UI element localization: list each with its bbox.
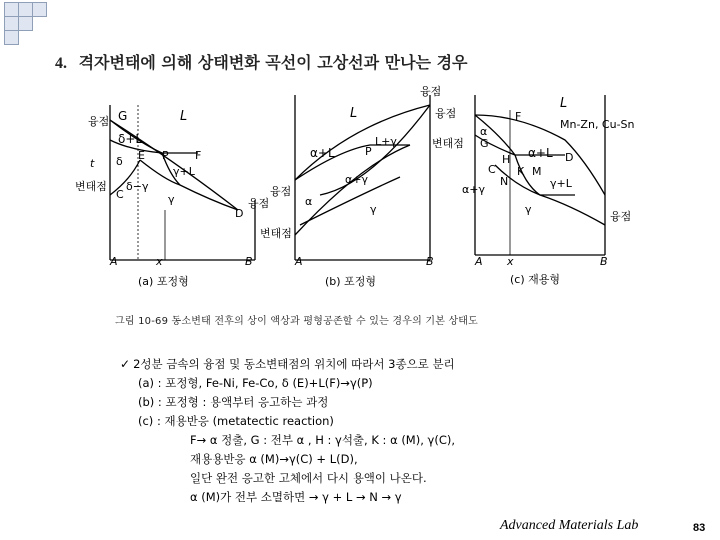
- decoration-square: [4, 16, 19, 31]
- panel-a-P: P: [162, 149, 169, 162]
- panel-b-sublabel: (b) 포정형: [325, 275, 376, 288]
- panel-c-aL: α+L: [528, 146, 553, 160]
- panel-c-sublabel: (c) 재용형: [510, 273, 561, 286]
- panel-b-g: γ: [370, 203, 377, 216]
- panel-a-sublabel: (a) 포정형: [138, 275, 189, 288]
- slide-title: [55, 50, 468, 73]
- panel-c-a: α: [480, 125, 488, 138]
- panel-b-Lg: L+γ: [375, 135, 397, 148]
- panel-a-G: G: [118, 109, 128, 123]
- panel-a-melting2: 융점: [248, 197, 270, 210]
- figure-caption: 그림 10-69 동소변태 전후의 상이 액상과 평형공존할 수 있는 경우의 기본 상태도: [115, 316, 479, 327]
- footer-lab-name: Advanced Materials Lab: [500, 518, 639, 533]
- panel-a-gL: γ+L: [173, 165, 195, 178]
- panel-b-melting-side: 융점: [270, 185, 292, 198]
- check-icon: ✓: [120, 357, 131, 371]
- panel-b-a: α: [305, 195, 313, 208]
- detail-line-2: 재용용반응 α (M)→γ(C) + L(D),: [190, 452, 358, 466]
- panel-b-A: A: [295, 255, 303, 268]
- page-number: 83: [693, 522, 706, 534]
- panel-c-A: A: [475, 255, 483, 268]
- phase-diagram-svg: [70, 85, 670, 335]
- item-a: (a) : 포정형, Fe-Ni, Fe-Co, δ (E)+L(F)→γ(P): [138, 376, 373, 390]
- intro-text: 2성분 금속의 융점 및 동소변태점의 위치에 따라서 3종으로 분리: [133, 357, 455, 371]
- section-title: 격자변태에 의해 상태변화 곡선이 고상선과 만나는 경우: [78, 53, 468, 72]
- panel-c-K: K: [517, 165, 525, 178]
- intro-line: [120, 355, 455, 374]
- item-c: (c) : 재용반응 (metatectic reaction): [138, 414, 334, 428]
- panel-b-melting-top: 융점: [420, 85, 442, 98]
- panel-a-F: F: [195, 149, 202, 162]
- phase-diagram-figure: [70, 85, 670, 335]
- panel-c-G: G: [480, 137, 489, 150]
- panel-c-L-top: L: [560, 96, 568, 111]
- detail-line-1: F→ α 정출, G : 전부 α , H : γ석출, K : α (M), γ(C),: [190, 433, 455, 447]
- panel-c-ag: α+γ: [462, 183, 485, 196]
- panel-c-melting2: 융점: [610, 210, 632, 223]
- panel-a-g: γ: [168, 193, 175, 206]
- panel-c-D: D: [565, 151, 574, 164]
- panel-a-D: D: [235, 207, 244, 220]
- panel-a-d: δ: [116, 155, 123, 168]
- panel-a-B: B: [245, 255, 253, 268]
- panel-c-transform: 변태점: [432, 137, 464, 150]
- panel-b-L: L: [350, 106, 358, 121]
- panel-b-P: P: [365, 145, 372, 158]
- panel-a-t: t: [90, 157, 95, 170]
- panel-c-M: M: [532, 165, 542, 178]
- panel-c-gL: γ+L: [550, 177, 572, 190]
- panel-a-transform-label: 변태점: [75, 180, 107, 193]
- panel-a-A: A: [110, 255, 118, 268]
- decoration-square: [4, 2, 19, 17]
- detail-line-3: 일단 완전 응고한 고체에서 다시 용액이 나온다.: [190, 471, 427, 485]
- panel-c-F: F: [515, 110, 522, 123]
- decoration-square: [32, 2, 47, 17]
- panel-a-x: x: [156, 255, 163, 268]
- panel-a-melting-label: 융점: [88, 115, 110, 128]
- panel-c-H: H: [502, 153, 511, 166]
- panel-c-g: γ: [525, 203, 532, 216]
- panel-b-aL: α+L: [310, 146, 335, 160]
- decoration-square: [4, 30, 19, 45]
- panel-c-B: B: [600, 255, 608, 268]
- panel-c-x: x: [507, 255, 514, 268]
- panel-b-transform: 변태점: [260, 227, 292, 240]
- panel-b-ag: α+γ: [345, 173, 368, 186]
- panel-a-dL: δ+L: [118, 132, 143, 146]
- section-number: 4.: [55, 55, 67, 72]
- decoration-square: [18, 16, 33, 31]
- panel-a-L: L: [180, 109, 188, 124]
- panel-c-C: C: [488, 163, 496, 176]
- item-b: (b) : 포정형 : 용액부터 응고하는 과정: [138, 395, 329, 409]
- detail-line-4: α (M)가 전부 소멸하면 → γ + L → N → γ: [190, 490, 402, 504]
- panel-b-B: B: [426, 255, 434, 268]
- body-text: [120, 355, 455, 507]
- decoration-square: [18, 2, 33, 17]
- alloy-note: Mn-Zn, Cu-Sn: [560, 118, 635, 131]
- panel-a-dg: δ−γ: [126, 180, 149, 193]
- panel-c-N: N: [500, 175, 509, 188]
- panel-c-melting: 융점: [435, 107, 457, 120]
- panel-a-E: E: [138, 149, 145, 162]
- panel-a-C: C: [116, 188, 124, 201]
